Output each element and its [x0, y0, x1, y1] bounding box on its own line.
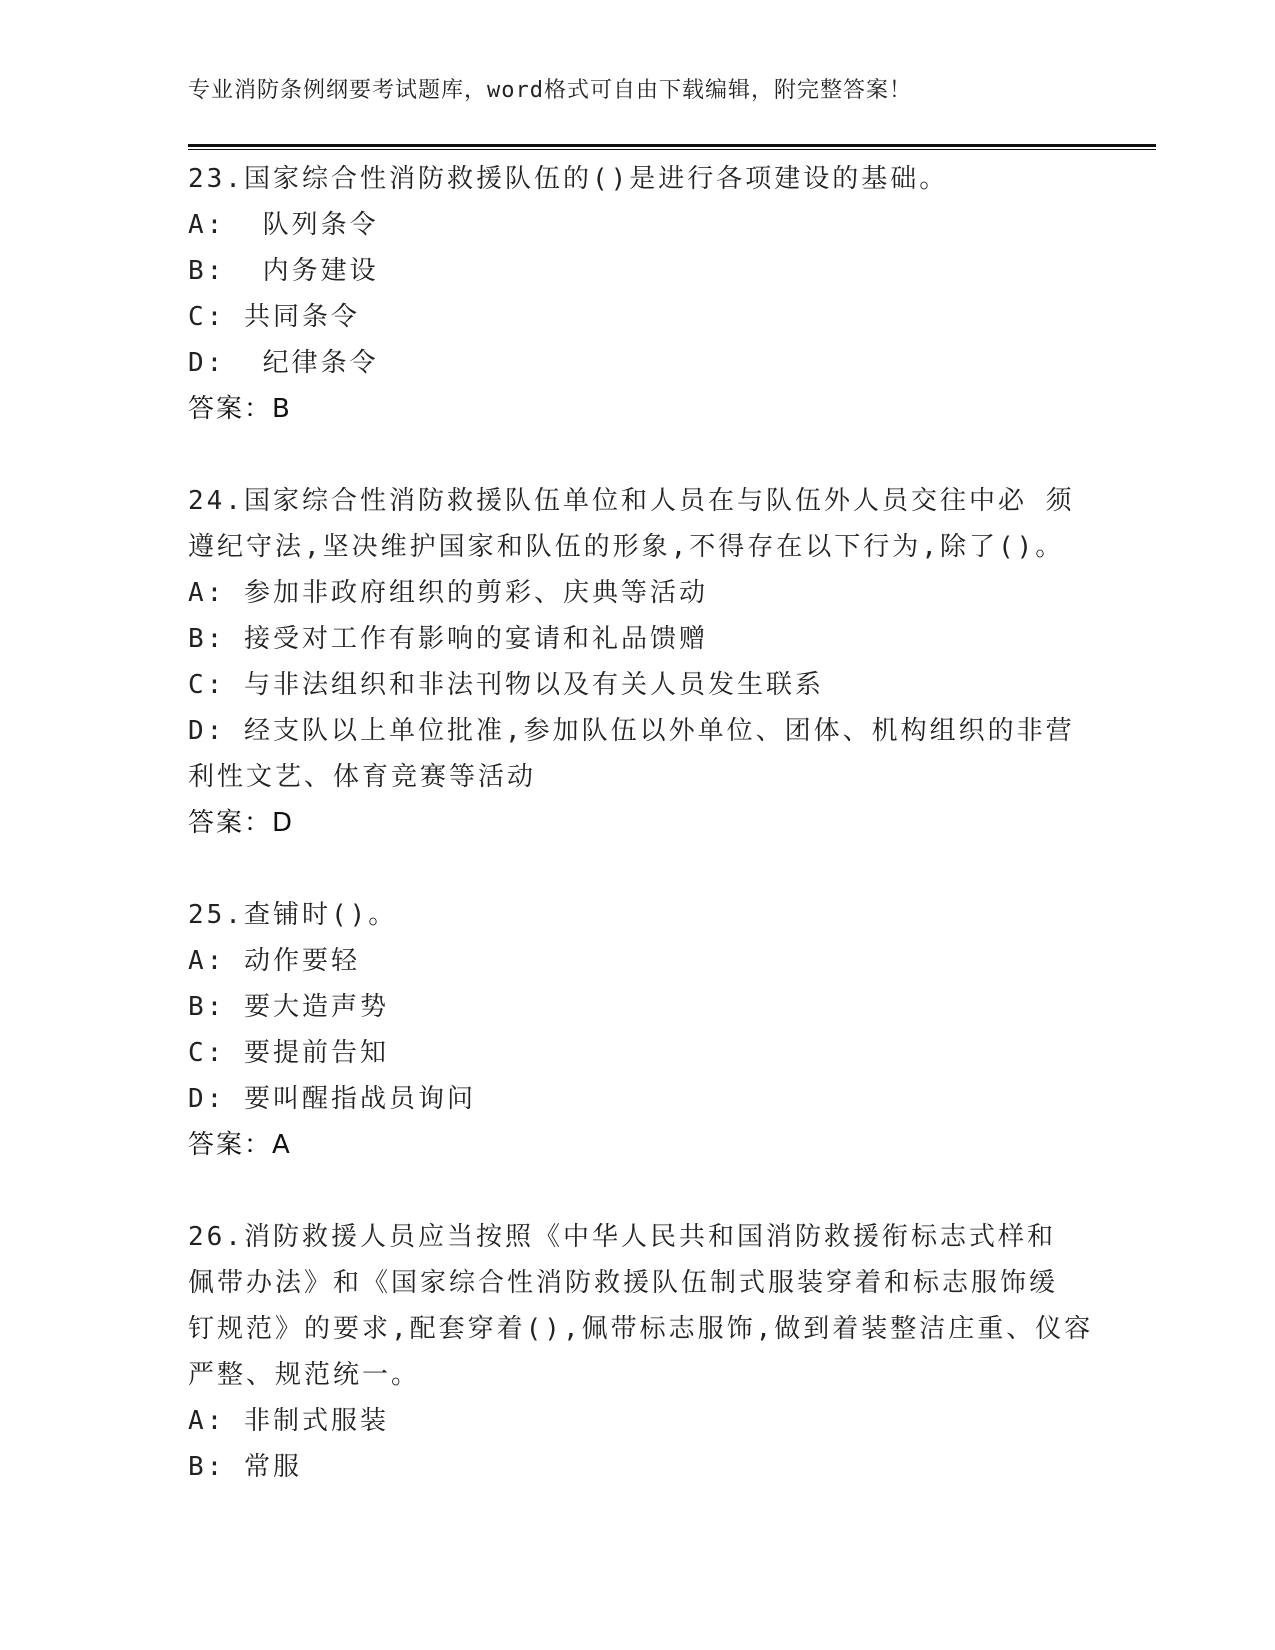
spacer: [188, 846, 1088, 892]
question-26: [188, 1214, 1094, 1490]
answer-line: 答案：A: [188, 1130, 292, 1160]
question-stem: 25.查铺时()。: [188, 900, 398, 930]
header-rule-thick: [188, 144, 1156, 147]
question-stem-continued: 严整、规范统一。: [188, 1360, 421, 1390]
option-b: B: 内务建设: [188, 256, 379, 286]
question-stem-continued: 遵纪守法,坚决维护国家和队伍的形象,不得存在以下行为,除了()。: [188, 532, 1065, 562]
spacer: [188, 1168, 1088, 1214]
header-rule-thin: [188, 149, 1156, 150]
option-d: D: 纪律条令: [188, 348, 379, 378]
option-a: A: 队列条令: [188, 210, 379, 240]
option-d: D: 要叫醒指战员询问: [188, 1084, 476, 1114]
header-rule: [188, 144, 1156, 151]
question-stem: 23.国家综合性消防救援队伍的()是进行各项建设的基础。: [188, 164, 949, 194]
question-25: [188, 892, 1088, 1168]
question-stem-continued: 佩带办法》和《国家综合性消防救援队伍制式服装穿着和标志服饰缓: [188, 1268, 1059, 1298]
option-a: A: 参加非政府组织的剪彩、庆典等活动: [188, 578, 708, 608]
answer-line: 答案：D: [188, 808, 295, 838]
option-a: A: 动作要轻: [188, 946, 360, 976]
option-c: C: 共同条令: [188, 302, 360, 332]
option-c: C: 与非法组织和非法刊物以及有关人员发生联系: [188, 670, 824, 700]
option-d-continued: 利性文艺、体育竞赛等活动: [188, 762, 537, 792]
option-b: B: 接受对工作有影响的宴请和礼品馈赠: [188, 624, 708, 654]
question-stem: 24.国家综合性消防救援队伍单位和人员在与队伍外人员交往中必 须: [188, 486, 1075, 516]
question-stem: 26.消防救援人员应当按照《中华人民共和国消防救援衔标志式样和: [188, 1222, 1056, 1252]
option-d: D: 经支队以上单位批准,参加队伍以外单位、团体、机构组织的非营: [188, 716, 1075, 746]
answer-line: 答案：B: [188, 394, 292, 424]
question-stem-continued: 钉规范》的要求,配套穿着(),佩带标志服饰,做到着装整洁庄重、仪容: [188, 1314, 1094, 1344]
question-23: [188, 156, 1088, 432]
option-b: B: 要大造声势: [188, 992, 389, 1022]
option-a: A: 非制式服装: [188, 1406, 389, 1436]
page-header: 专业消防条例纲要考试题库，word格式可自由下载编辑，附完整答案！: [188, 78, 912, 103]
option-b: B: 常服: [188, 1452, 302, 1482]
question-list: [188, 156, 1094, 1490]
spacer: [188, 432, 1088, 478]
option-c: C: 要提前告知: [188, 1038, 389, 1068]
question-24: [188, 478, 1088, 846]
